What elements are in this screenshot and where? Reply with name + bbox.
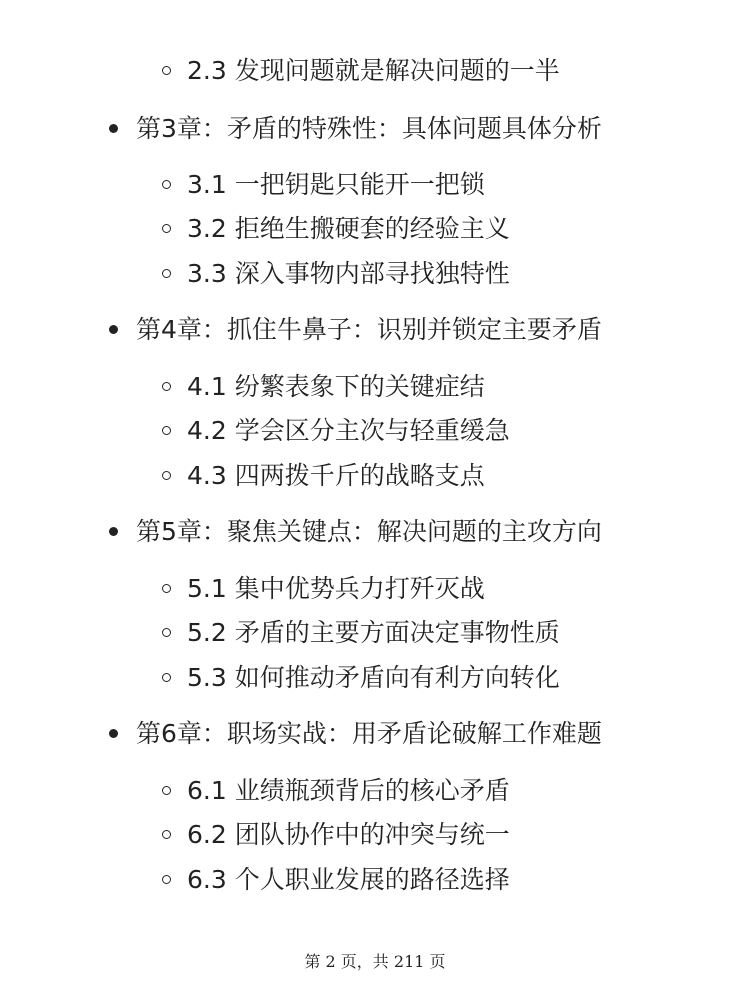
toc-entry-text: 5.1 集中优势兵力打歼灭战 bbox=[187, 574, 485, 603]
hollow-circle-bullet-icon bbox=[162, 426, 171, 435]
toc-section-6-1 bbox=[162, 773, 510, 809]
toc-section-4-2 bbox=[162, 413, 510, 449]
toc-section-4-3 bbox=[162, 458, 485, 494]
filled-dot-bullet-icon bbox=[109, 527, 118, 536]
toc-entry-text: 6.2 团队协作中的冲突与统一 bbox=[187, 820, 510, 849]
toc-entry-text: 3.3 深入事物内部寻找独特性 bbox=[187, 259, 510, 288]
toc-entry-text: 第5章：聚焦关键点：解决问题的主攻方向 bbox=[136, 517, 602, 546]
toc-entry-text: 第4章：抓住牛鼻子：识别并锁定主要矛盾 bbox=[136, 315, 602, 344]
hollow-circle-bullet-icon bbox=[162, 584, 171, 593]
toc-section-3-3 bbox=[162, 256, 510, 292]
toc-entry-text: 5.3 如何推动矛盾向有利方向转化 bbox=[187, 663, 560, 692]
toc-section-2-3 bbox=[162, 53, 560, 89]
toc-entry-text: 2.3 发现问题就是解决问题的一半 bbox=[187, 56, 560, 85]
hollow-circle-bullet-icon bbox=[162, 628, 171, 637]
toc-entry-text: 3.2 拒绝生搬硬套的经验主义 bbox=[187, 214, 510, 243]
toc-entry-text: 4.2 学会区分主次与轻重缓急 bbox=[187, 416, 510, 445]
filled-dot-bullet-icon bbox=[109, 124, 118, 133]
toc-chapter-3 bbox=[109, 111, 602, 147]
filled-dot-bullet-icon bbox=[109, 729, 118, 738]
hollow-circle-bullet-icon bbox=[162, 673, 171, 682]
toc-chapter-6 bbox=[109, 716, 602, 752]
page-number-footer: 第 2 页，共 211 页 bbox=[304, 952, 446, 971]
hollow-circle-bullet-icon bbox=[162, 180, 171, 189]
toc-section-5-1 bbox=[162, 571, 485, 607]
hollow-circle-bullet-icon bbox=[162, 224, 171, 233]
hollow-circle-bullet-icon bbox=[162, 382, 171, 391]
toc-entry-text: 第6章：职场实战：用矛盾论破解工作难题 bbox=[136, 719, 602, 748]
toc-entry-text: 3.1 一把钥匙只能开一把锁 bbox=[187, 170, 485, 199]
hollow-circle-bullet-icon bbox=[162, 269, 171, 278]
toc-entry-text: 4.1 纷繁表象下的关键症结 bbox=[187, 372, 485, 401]
toc-section-3-2 bbox=[162, 211, 510, 247]
toc-entry-text: 5.2 矛盾的主要方面决定事物性质 bbox=[187, 618, 560, 647]
toc-entry-text: 6.3 个人职业发展的路径选择 bbox=[187, 865, 510, 894]
filled-dot-bullet-icon bbox=[109, 325, 118, 334]
toc-entry-text: 第3章：矛盾的特殊性：具体问题具体分析 bbox=[136, 114, 602, 143]
toc-entry-text: 4.3 四两拨千斤的战略支点 bbox=[187, 461, 485, 490]
hollow-circle-bullet-icon bbox=[162, 875, 171, 884]
toc-section-3-1 bbox=[162, 167, 485, 203]
hollow-circle-bullet-icon bbox=[162, 830, 171, 839]
hollow-circle-bullet-icon bbox=[162, 66, 171, 75]
toc-section-4-1 bbox=[162, 369, 485, 405]
toc-section-6-3 bbox=[162, 862, 510, 898]
toc-entry-text: 6.1 业绩瓶颈背后的核心矛盾 bbox=[187, 776, 510, 805]
toc-chapter-5 bbox=[109, 514, 602, 550]
hollow-circle-bullet-icon bbox=[162, 471, 171, 480]
toc-section-5-2 bbox=[162, 615, 560, 651]
toc-section-5-3 bbox=[162, 660, 560, 696]
hollow-circle-bullet-icon bbox=[162, 786, 171, 795]
toc-section-6-2 bbox=[162, 817, 510, 853]
toc-chapter-4 bbox=[109, 312, 602, 348]
